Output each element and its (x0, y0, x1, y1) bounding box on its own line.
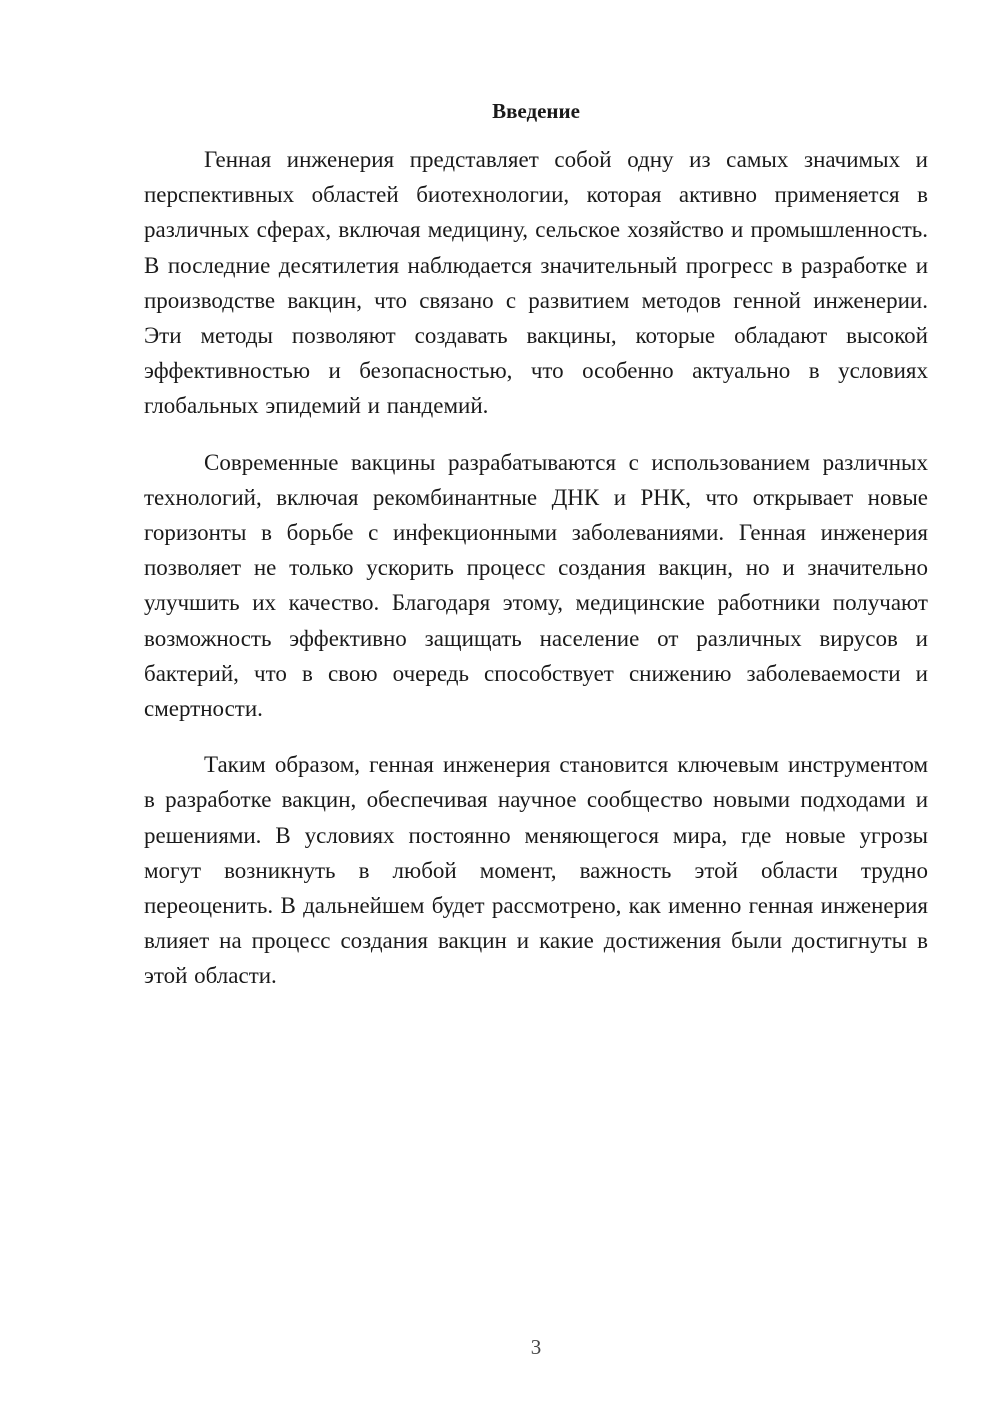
page-title: Введение (492, 99, 580, 123)
paragraph-2: Современные вакцины разрабатываются с использованием различных технологий, включая рекомбинантные ДНК и РНК, что открывает новые горизонты в борьбе с инфекционными заболеваниями. Генная инженерия позволяет не только ускорить процесс создания вакцин, но и значительно улучшить их качество. Благодаря этому, медицинские работники получают возможность эффективно защищать население от различных вирусов и бактерий, что в свою очередь способствует снижению заболеваемости и смертности. (144, 449, 928, 722)
document-body (144, 142, 928, 1015)
page-number: 3 (530, 1335, 542, 1359)
paragraph-1: Генная инженерия представляет собой одну из самых значимых и перспективных областей биотехнологии, которая активно применяется в различных сферах, включая медицину, сельское хозяйство и промышленность. В последние десятилетия наблюдается значительный прогресс в разработке и производстве вакцин, что связано с развитием методов генной инженерии. Эти методы позволяют создавать вакцины, которые обладают высокой эффективностью и безопасностью, что особенно актуально в условиях глобальных эпидемий и пандемий. (144, 147, 928, 419)
paragraph-3: Таким образом, генная инженерия становится ключевым инструментом в разработке вакцин, обеспечивая научное сообщество новыми подходами и решениями. В условиях постоянно меняющегося мира, где новые угрозы могут возникнуть в любой момент, важность этой области трудно переоценить. В дальнейшем будет рассмотрено, как именно генная инженерия влияет на процесс создания вакцин и какие достижения были достигнуты в этой области. (144, 752, 928, 989)
